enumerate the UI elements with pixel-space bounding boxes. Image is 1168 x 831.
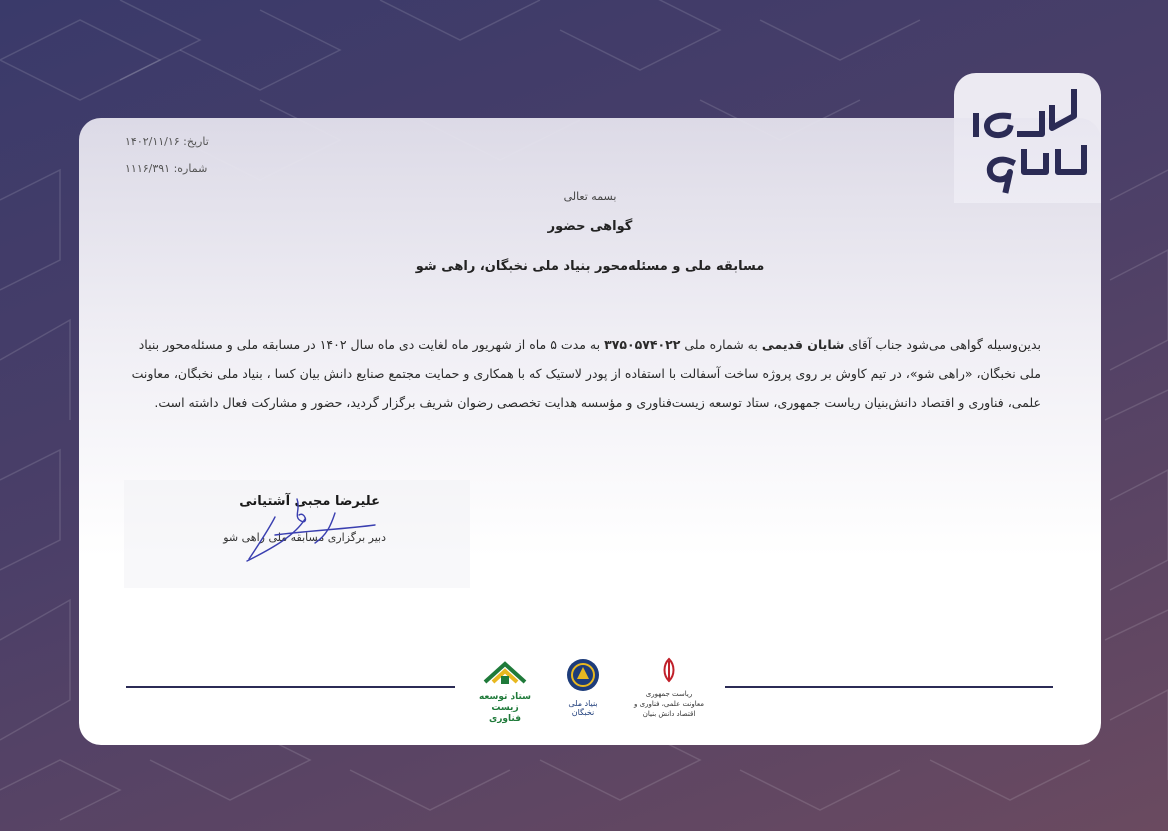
elites-foundation-emblem-icon bbox=[565, 657, 601, 693]
person-name: شایان قدیمی bbox=[761, 337, 845, 352]
presidency-vp-logo bbox=[624, 657, 714, 719]
certificate-subtitle: مسابقه ملی و مسئله‌محور بنیاد ملی نخبگان، راهی شو bbox=[415, 259, 765, 274]
presidency-line-2: معاونت علمی، فناوری و اقتصاد دانش بنیان bbox=[634, 700, 704, 718]
rahi-sho-logo bbox=[962, 86, 1092, 194]
biotech-council-name bbox=[474, 692, 536, 725]
iran-emblem-icon bbox=[657, 657, 681, 683]
presidency-line-1: ریاست جمهوری bbox=[645, 690, 693, 698]
basmala: بسمه تعالی bbox=[563, 190, 617, 203]
body-part-3: به مدت ۵ ماه از شهریور ماه لغایت دی ماه سال ۱۴۰۲ در مسابقه ملی و مسئله‌محور بنیاد ملی نخبگان، «راهی شو»، در تیم کاوش بر روی پروژه ساخت آسفالت با استفاده از پودر لاستیک که با همکاری و حمایت مجتمع صنایع دانش بیان کسا ، بنیاد ملی نخبگان، معاونت علمی، فناوری و اقتصاد دانش‌بنیان ریاست جمهوری، ستاد توسعه زیست‌فناوری و مؤسسه هدایت تخصصی رضوان شریف برگزار گردید، حضور و مشارکت فعال داشته است. bbox=[131, 337, 1041, 410]
biotech-line-1: ستاد توسعه bbox=[478, 692, 532, 702]
footer-divider-left bbox=[126, 686, 455, 688]
national-id: ۳۷۵۰۵۷۴۰۲۲ bbox=[604, 337, 681, 352]
handwritten-signature bbox=[235, 495, 385, 565]
body-part-2: به شماره ملی bbox=[680, 337, 762, 352]
certificate-title: گواهی حضور bbox=[547, 219, 633, 234]
biotech-emblem-icon bbox=[481, 660, 529, 686]
footer-divider-right bbox=[725, 686, 1053, 688]
biotech-line-2: زیست فناوری bbox=[489, 703, 521, 724]
presidency-vp-name bbox=[624, 689, 714, 719]
elites-foundation-logo bbox=[558, 657, 608, 717]
signatory-role: دبیر برگزاری مسابقه ملی راهی شو bbox=[223, 531, 386, 544]
elites-foundation-name: بنیاد ملی نخبگان bbox=[568, 699, 598, 717]
signatory-name: علیرضا مجبی آشتیانی bbox=[239, 494, 380, 509]
certificate-card bbox=[79, 118, 1101, 745]
certificate-body bbox=[125, 330, 1041, 417]
document-number: شماره: ۱۱۱۶/۳۹۱ bbox=[125, 162, 208, 175]
document-date: تاریخ: ۱۴۰۲/۱۱/۱۶ bbox=[125, 135, 209, 148]
biotech-council-logo bbox=[474, 660, 536, 725]
body-part-1: بدین‌وسیله گواهی می‌شود جناب آقای bbox=[844, 337, 1041, 352]
